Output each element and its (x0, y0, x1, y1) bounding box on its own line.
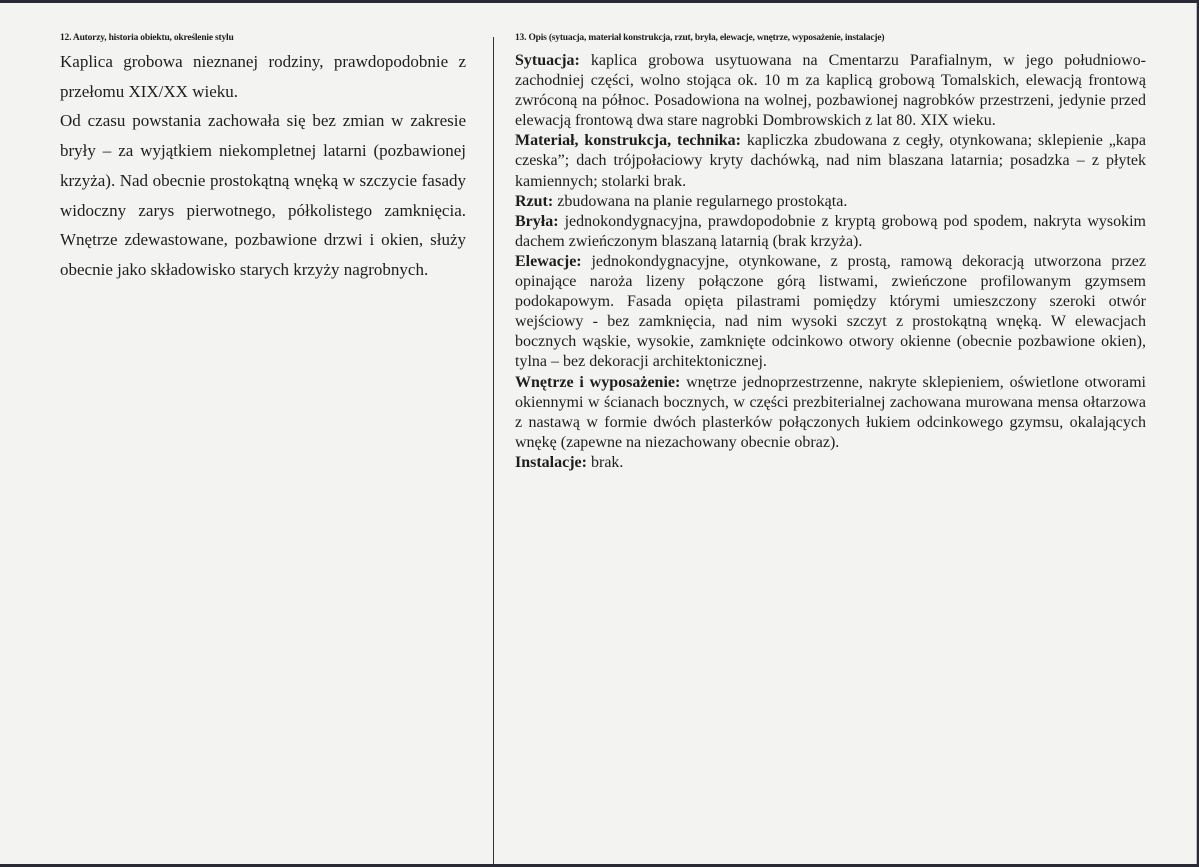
label: Sytuacja: (515, 52, 580, 69)
text: brak. (586, 453, 624, 471)
text: kapliczka zbudowana z cegły, otynkowana; sklepienie „kapa czeska”; dach trójpołaciowy kryty dachówką, nad nim blaszana latarnia; posadzka – z płytek kamiennych; stolarki brak. (515, 132, 1147, 190)
section-material (515, 131, 1146, 191)
section-elevations (515, 252, 1146, 373)
text: jednokondygnacyjna, prawdopodobnie z kryptą grobową pod spodem, nakryta wysokim dachem zwieńczonym blaszaną latarnią (brak krzyża). (515, 212, 1146, 250)
label: Instalacje: (515, 453, 587, 471)
section-installations (515, 453, 1146, 473)
section-12-body (60, 47, 466, 285)
text: kaplica grobowa usytuowana na Cmentarzu Parafialnym, w jego południowo-zachodniej części, wolno stojąca ok. 10 m za kaplicą grobową Tomalskich, elewacją frontową zwróconą na północ. Posadowiona na wolnej, pozbawionej nagrobków przestrzeni, jedynie przed elewacją frontową dwa stare nagrobki Dombrowskich z lat 80. XIX wieku. (515, 52, 1146, 130)
label: Wnętrze i wyposażenie: (515, 373, 681, 391)
section-12-heading: 12. Autorzy, historia obiektu, określenie stylu (60, 33, 234, 43)
section-massing (515, 212, 1146, 252)
label: Rzut: (515, 192, 554, 210)
section-situation (515, 51, 1146, 131)
label: Elewacje: (515, 252, 582, 270)
document-page (0, 3, 1197, 864)
section-13-body (515, 51, 1146, 473)
column-divider (493, 37, 494, 865)
paragraph: Kaplica grobowa nieznanej rodziny, prawdopodobnie z przełomu XIX/XX wieku. (60, 52, 466, 101)
section-13-heading: 13. Opis (sytuacja, materiał konstrukcja, rzut, bryła, elewacje, wnętrze, wyposażenie, instalacje) (515, 33, 885, 43)
text: zbudowana na planie regularnego prostokąta. (553, 192, 848, 210)
label: Materiał, konstrukcja, technika: (515, 132, 742, 150)
section-interior (515, 373, 1146, 453)
text: wnętrze jednoprzestrzenne, nakryte sklepieniem, oświetlone otworami okiennymi w ścianach bocznych, w części prezbiterialnej zachowana murowana mensa ołtarzowa z nastawą w formie dwóch plasterków połączonych łukiem odcinkowego gzymsu, okalających wnękę (zapewne na niezachowany obecnie obraz). (515, 373, 1146, 451)
paragraph: Od czasu powstania zachowała się bez zmian w zakresie bryły – za wyjątkiem niekompletnej latarni (pozbawionej krzyża). Nad obecnie prostokątną wnęką w szczycie fasady widoczny zarys pierwotnego, półkolistego zamknięcia. Wnętrze zdewastowane, pozbawione drzwi i okien, służy obecnie jako składowisko starych krzyży nagrobnych. (60, 111, 466, 279)
section-plan (515, 192, 1146, 212)
label: Bryła: (515, 212, 559, 230)
text: jednokondygnacyjne, otynkowane, z prostą, ramową dekoracją utworzona przez opinające naroża lizeny połączone górą listwami, zwieńczone profilowanym gzymsem podokapowym. Fasada opięta pilastrami pomiędzy którymi umieszczony szeroki otwór wejściowy - bez zamknięcia, nad nim wysoki szczyt z prostokątną wnęką. W elewacjach bocznych wąskie, wysokie, zamknięte odcinkowo otwory okienne (obecnie pozbawione okien), tylna – bez dekoracji architektonicznej. (515, 252, 1146, 371)
